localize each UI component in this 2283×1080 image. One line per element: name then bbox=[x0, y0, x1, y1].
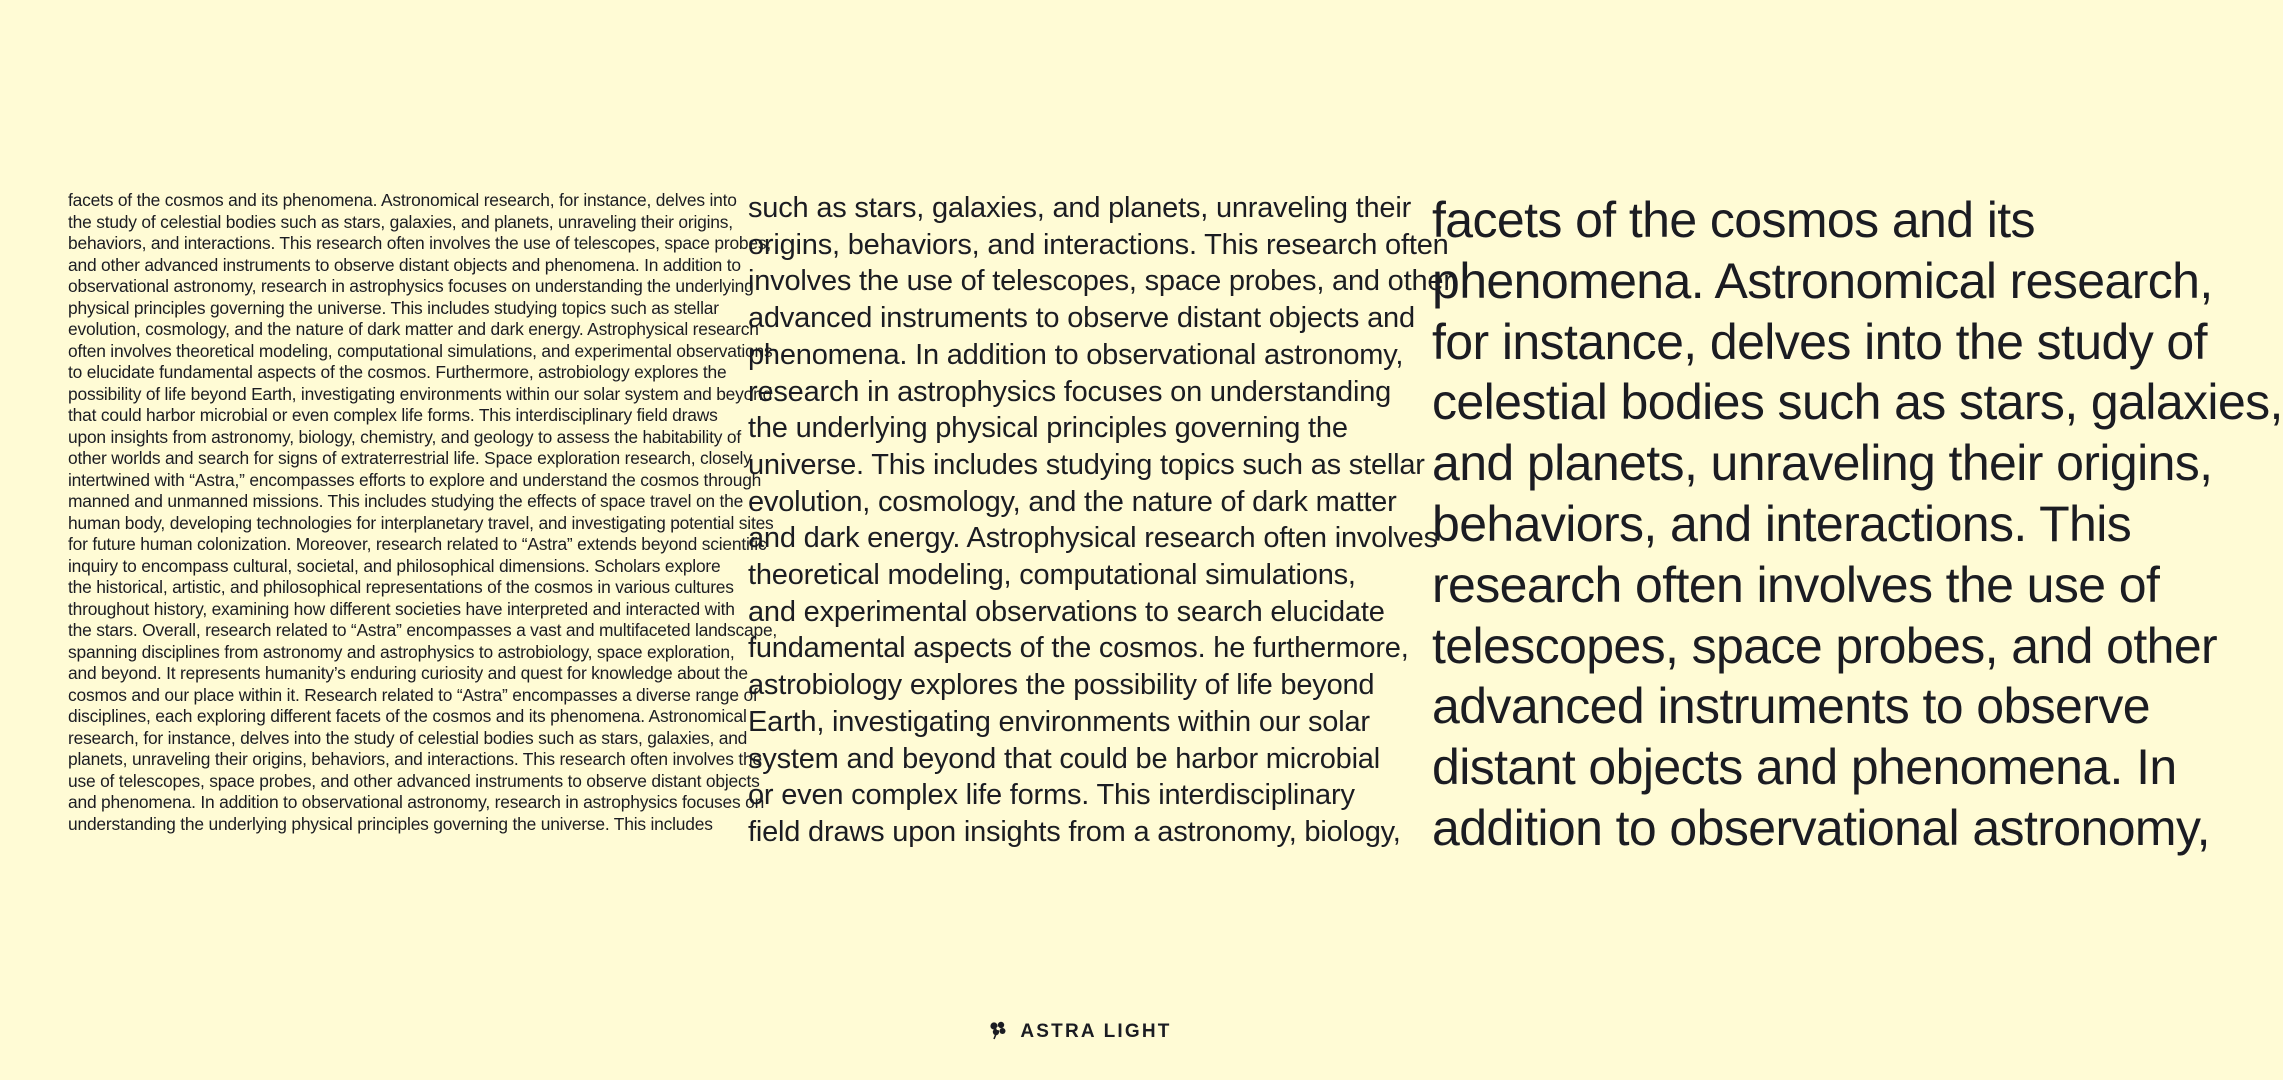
specimen-line: upon insights from astronomy, biology, chemistry, and geology to assess the habitability of bbox=[68, 426, 741, 447]
specimen-line: distant objects and phenomena. In bbox=[1432, 739, 2177, 796]
specimen-line: phenomena. Astronomical research, bbox=[1432, 252, 2213, 309]
specimen-line: involves the use of telescopes, space probes, and other bbox=[748, 265, 1453, 298]
specimen-line: advanced instruments to observe distant objects and bbox=[748, 302, 1415, 335]
specimen-line: other worlds and search for signs of extraterrestrial life. Space exploration research, closely bbox=[68, 448, 752, 468]
specimen-line: facets of the cosmos and its phenomena. Astronomical research, for instance, delves into bbox=[68, 190, 737, 210]
specimen-line: or even complex life forms. This interdisciplinary bbox=[748, 779, 1355, 812]
specimen-line: astrobiology explores the possibility of life beyond bbox=[748, 669, 1375, 702]
specimen-line: for future human colonization. Moreover, research related to “Astra” extends beyond scientific bbox=[68, 534, 767, 554]
specimen-column-small bbox=[68, 190, 778, 846]
specimen-line: and phenomena. In addition to observational astronomy, research in astrophysics focuses on bbox=[68, 792, 765, 812]
specimen-line: cosmos and our place within it. Research related to “Astra” encompasses a diverse range of bbox=[68, 684, 758, 705]
specimen-line: such as stars, galaxies, and planets, unraveling their bbox=[748, 192, 1412, 224]
specimen-line: evolution, cosmology, and the nature of dark matter and dark energy. Astrophysical research bbox=[68, 319, 759, 339]
specimen-line: possibility of life beyond Earth, investigating environments within our solar system and beyond bbox=[68, 383, 773, 404]
specimen-line: advanced instruments to observe bbox=[1432, 678, 2150, 735]
specimen-line: manned and unmanned missions. This includes studying the effects of space travel on the bbox=[68, 491, 744, 511]
specimen-line: behaviors, and interactions. This bbox=[1432, 495, 2132, 552]
specimen-line: research, for instance, delves into the study of celestial bodies such as stars, galaxies, and bbox=[68, 727, 748, 748]
specimen-line: behaviors, and interactions. This research often involves the use of telescopes, space probes, bbox=[68, 233, 772, 253]
specimen-line: research often involves the use of bbox=[1432, 556, 2160, 613]
specimen-line: research in astrophysics focuses on understanding bbox=[748, 375, 1392, 408]
specimen-line: inquiry to encompass cultural, societal, and philosophical dimensions. Scholars explore bbox=[68, 555, 721, 576]
specimen-line: system and beyond that could be harbor microbial bbox=[748, 742, 1380, 775]
specimen-line: and beyond. It represents humanity’s enduring curiosity and quest for knowledge about the bbox=[68, 663, 748, 683]
specimen-line: fundamental aspects of the cosmos. he furthermore, bbox=[748, 632, 1409, 665]
specimen-line: phenomena. In addition to observational astronomy, bbox=[748, 338, 1404, 371]
brand-label: ASTRA LIGHT bbox=[1020, 1021, 1172, 1042]
specimen-line: the study of celestial bodies such as stars, galaxies, and planets, unraveling their origins, bbox=[68, 211, 733, 232]
specimen-line: facets of the cosmos and its bbox=[1432, 192, 2035, 248]
specimen-line: the historical, artistic, and philosophical representations of the cosmos in various cultures bbox=[68, 577, 734, 597]
specimen-line: use of telescopes, space probes, and other advanced instruments to observe distant objects bbox=[68, 770, 760, 791]
specimen-line: observational astronomy, research in astrophysics focuses on understanding the underlying bbox=[68, 276, 754, 296]
specimen-line: and other advanced instruments to observe distant objects and phenomena. In addition to bbox=[68, 254, 741, 275]
specimen-line: physical principles governing the universe. This includes studying topics such as stellar bbox=[68, 297, 719, 318]
specimen-line: evolution, cosmology, and the nature of dark matter bbox=[748, 485, 1397, 518]
footer-brand bbox=[0, 1020, 2160, 1046]
specimen-line: universe. This includes studying topics such as stellar bbox=[748, 448, 1425, 481]
specimen-line: Earth, investigating environments within our solar bbox=[748, 705, 1370, 738]
specimen-line: often involves theoretical modeling, computational simulations, and experimental observations bbox=[68, 340, 773, 361]
specimen-line: and dark energy. Astrophysical research often involves bbox=[748, 522, 1438, 555]
specimen-line: telescopes, space probes, and other bbox=[1432, 617, 2218, 674]
specimen-line: addition to observational astronomy, bbox=[1432, 799, 2210, 856]
specimen-line: human body, developing technologies for interplanetary travel, and investigating potential sites bbox=[68, 512, 774, 533]
specimen-line: the stars. Overall, research related to “Astra” encompasses a vast and multifaceted landscape, bbox=[68, 620, 778, 640]
specimen-line: that could harbor microbial or even complex life forms. This interdisciplinary field draws bbox=[68, 405, 718, 425]
specimen-line: planets, unraveling their origins, behaviors, and interactions. This research often involves the bbox=[68, 749, 762, 769]
specimen-line: spanning disciplines from astronomy and astrophysics to astrobiology, space exploration, bbox=[68, 641, 735, 662]
astra-flower-icon bbox=[988, 1020, 1008, 1046]
specimen-line: celestial bodies such as stars, galaxies, bbox=[1432, 374, 2283, 431]
specimen-line: the underlying physical principles governing the bbox=[748, 412, 1348, 445]
specimen-line: origins, behaviors, and interactions. This research often bbox=[748, 228, 1449, 261]
specimen-line: to elucidate fundamental aspects of the cosmos. Furthermore, astrobiology explores the bbox=[68, 362, 727, 382]
specimen-line: field draws upon insights from a astronomy, biology, bbox=[748, 815, 1401, 848]
specimen-column-large bbox=[1432, 190, 2283, 856]
specimen-column-medium bbox=[748, 190, 1453, 848]
specimen-line: intertwined with “Astra,” encompasses efforts to explore and understand the cosmos through bbox=[68, 469, 762, 490]
specimen-line: disciplines, each exploring different facets of the cosmos and its phenomena. Astronomical bbox=[68, 706, 747, 726]
specimen-line: understanding the underlying physical principles governing the universe. This includes bbox=[68, 813, 713, 834]
specimen-line: and planets, unraveling their origins, bbox=[1432, 435, 2213, 492]
specimen-line: for instance, delves into the study of bbox=[1432, 313, 2207, 370]
specimen-line: theoretical modeling, computational simulations, bbox=[748, 559, 1356, 592]
specimen-line: and experimental observations to search elucidate bbox=[748, 595, 1385, 628]
specimen-line: throughout history, examining how different societies have interpreted and interacted with bbox=[68, 598, 735, 619]
